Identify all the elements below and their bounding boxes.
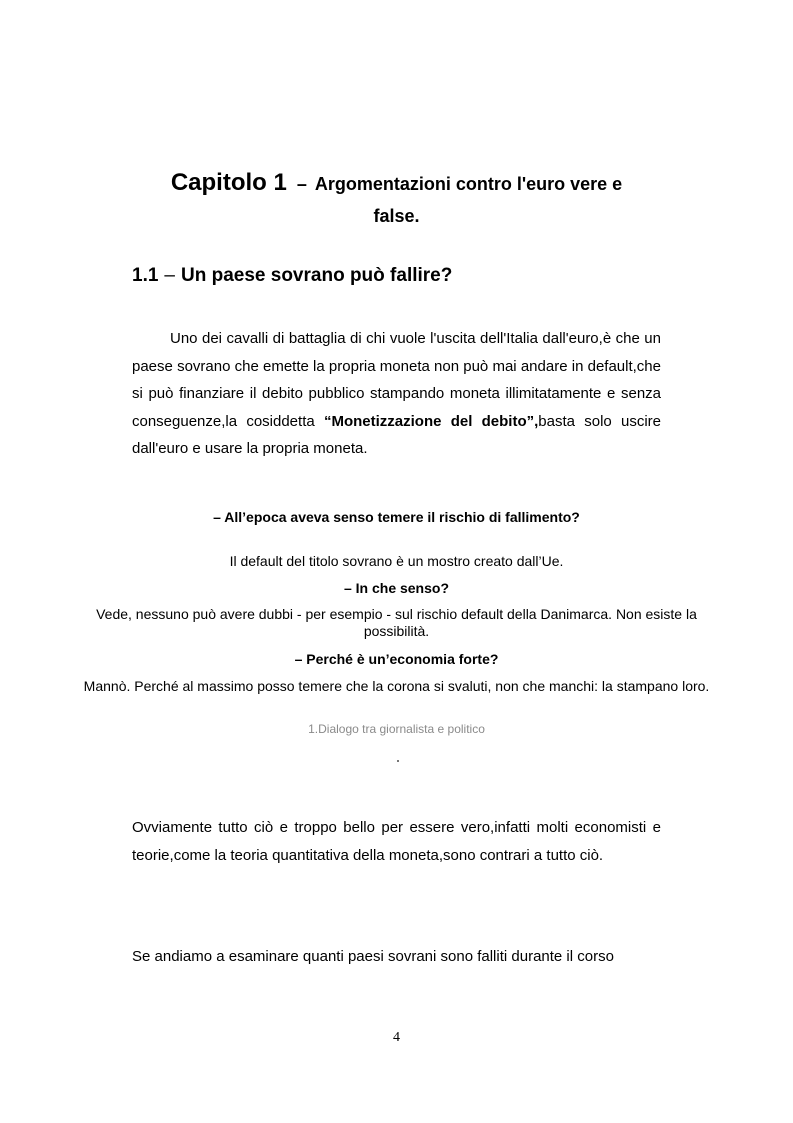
intro-text: Uno dei cavalli di battaglia di chi vuole l'uscita dell'Italia dall'euro,è che un paese sovrano che emette la propria moneta non può mai andare in default,che si può finanziare il debito pubblico stampando moneta illimitatamente e senza conseguenze,la cosiddetta <box>132 330 661 430</box>
chapter-dash: – <box>296 174 307 194</box>
interview-answer-3: Mannò. Perché al massimo posso temere che la corona si svaluti, non che manchi: la stampano loro. <box>83 678 710 694</box>
section-number: 1.1 <box>132 265 159 286</box>
interview-answer-2: Vede, nessuno può avere dubbi - per esempio - sul rischio default della Danimarca. Non esiste la possibilità. <box>96 606 697 639</box>
interview-question-2: – In che senso? <box>343 580 450 596</box>
section-title: Un paese sovrano può fallire? <box>181 265 453 286</box>
interview-question-1: – All’epoca aveva senso temere il rischio di fallimento? <box>213 509 580 525</box>
page-number: 4 <box>393 1030 400 1045</box>
intro-tail: basta solo uscire dall'euro e usare la propria moneta. <box>132 412 661 457</box>
chapter-number: Capitolo 1 <box>170 169 287 196</box>
chapter-title-part1: Argomentazioni contro l'euro vere e <box>314 174 623 194</box>
intro-paragraph <box>132 325 661 463</box>
intro-bold-term: “Monetizzazione del debito”, <box>323 412 539 430</box>
chapter-title <box>0 168 793 231</box>
interview-answer-1: Il default del titolo sovrano è un mostro creato dall’Ue. <box>229 553 564 569</box>
separator-dot <box>397 760 399 762</box>
section-heading <box>132 265 452 287</box>
chapter-title-line1 <box>0 168 793 201</box>
dialogue-caption: 1.Dialogo tra giornalista e politico <box>308 722 485 736</box>
body-paragraph-3: Se andiamo a esaminare quanti paesi sovrani sono falliti durante il corso <box>132 948 614 965</box>
section-dash: – <box>164 265 175 286</box>
body-paragraph-2: Ovviamente tutto ciò e troppo bello per essere vero,infatti molti economisti e teorie,come la teoria quantitativa della moneta,sono contrari a tutto ciò. <box>132 819 661 864</box>
interview-question-3: – Perché è un’economia forte? <box>294 651 499 667</box>
chapter-title-part2: false. <box>373 206 420 226</box>
